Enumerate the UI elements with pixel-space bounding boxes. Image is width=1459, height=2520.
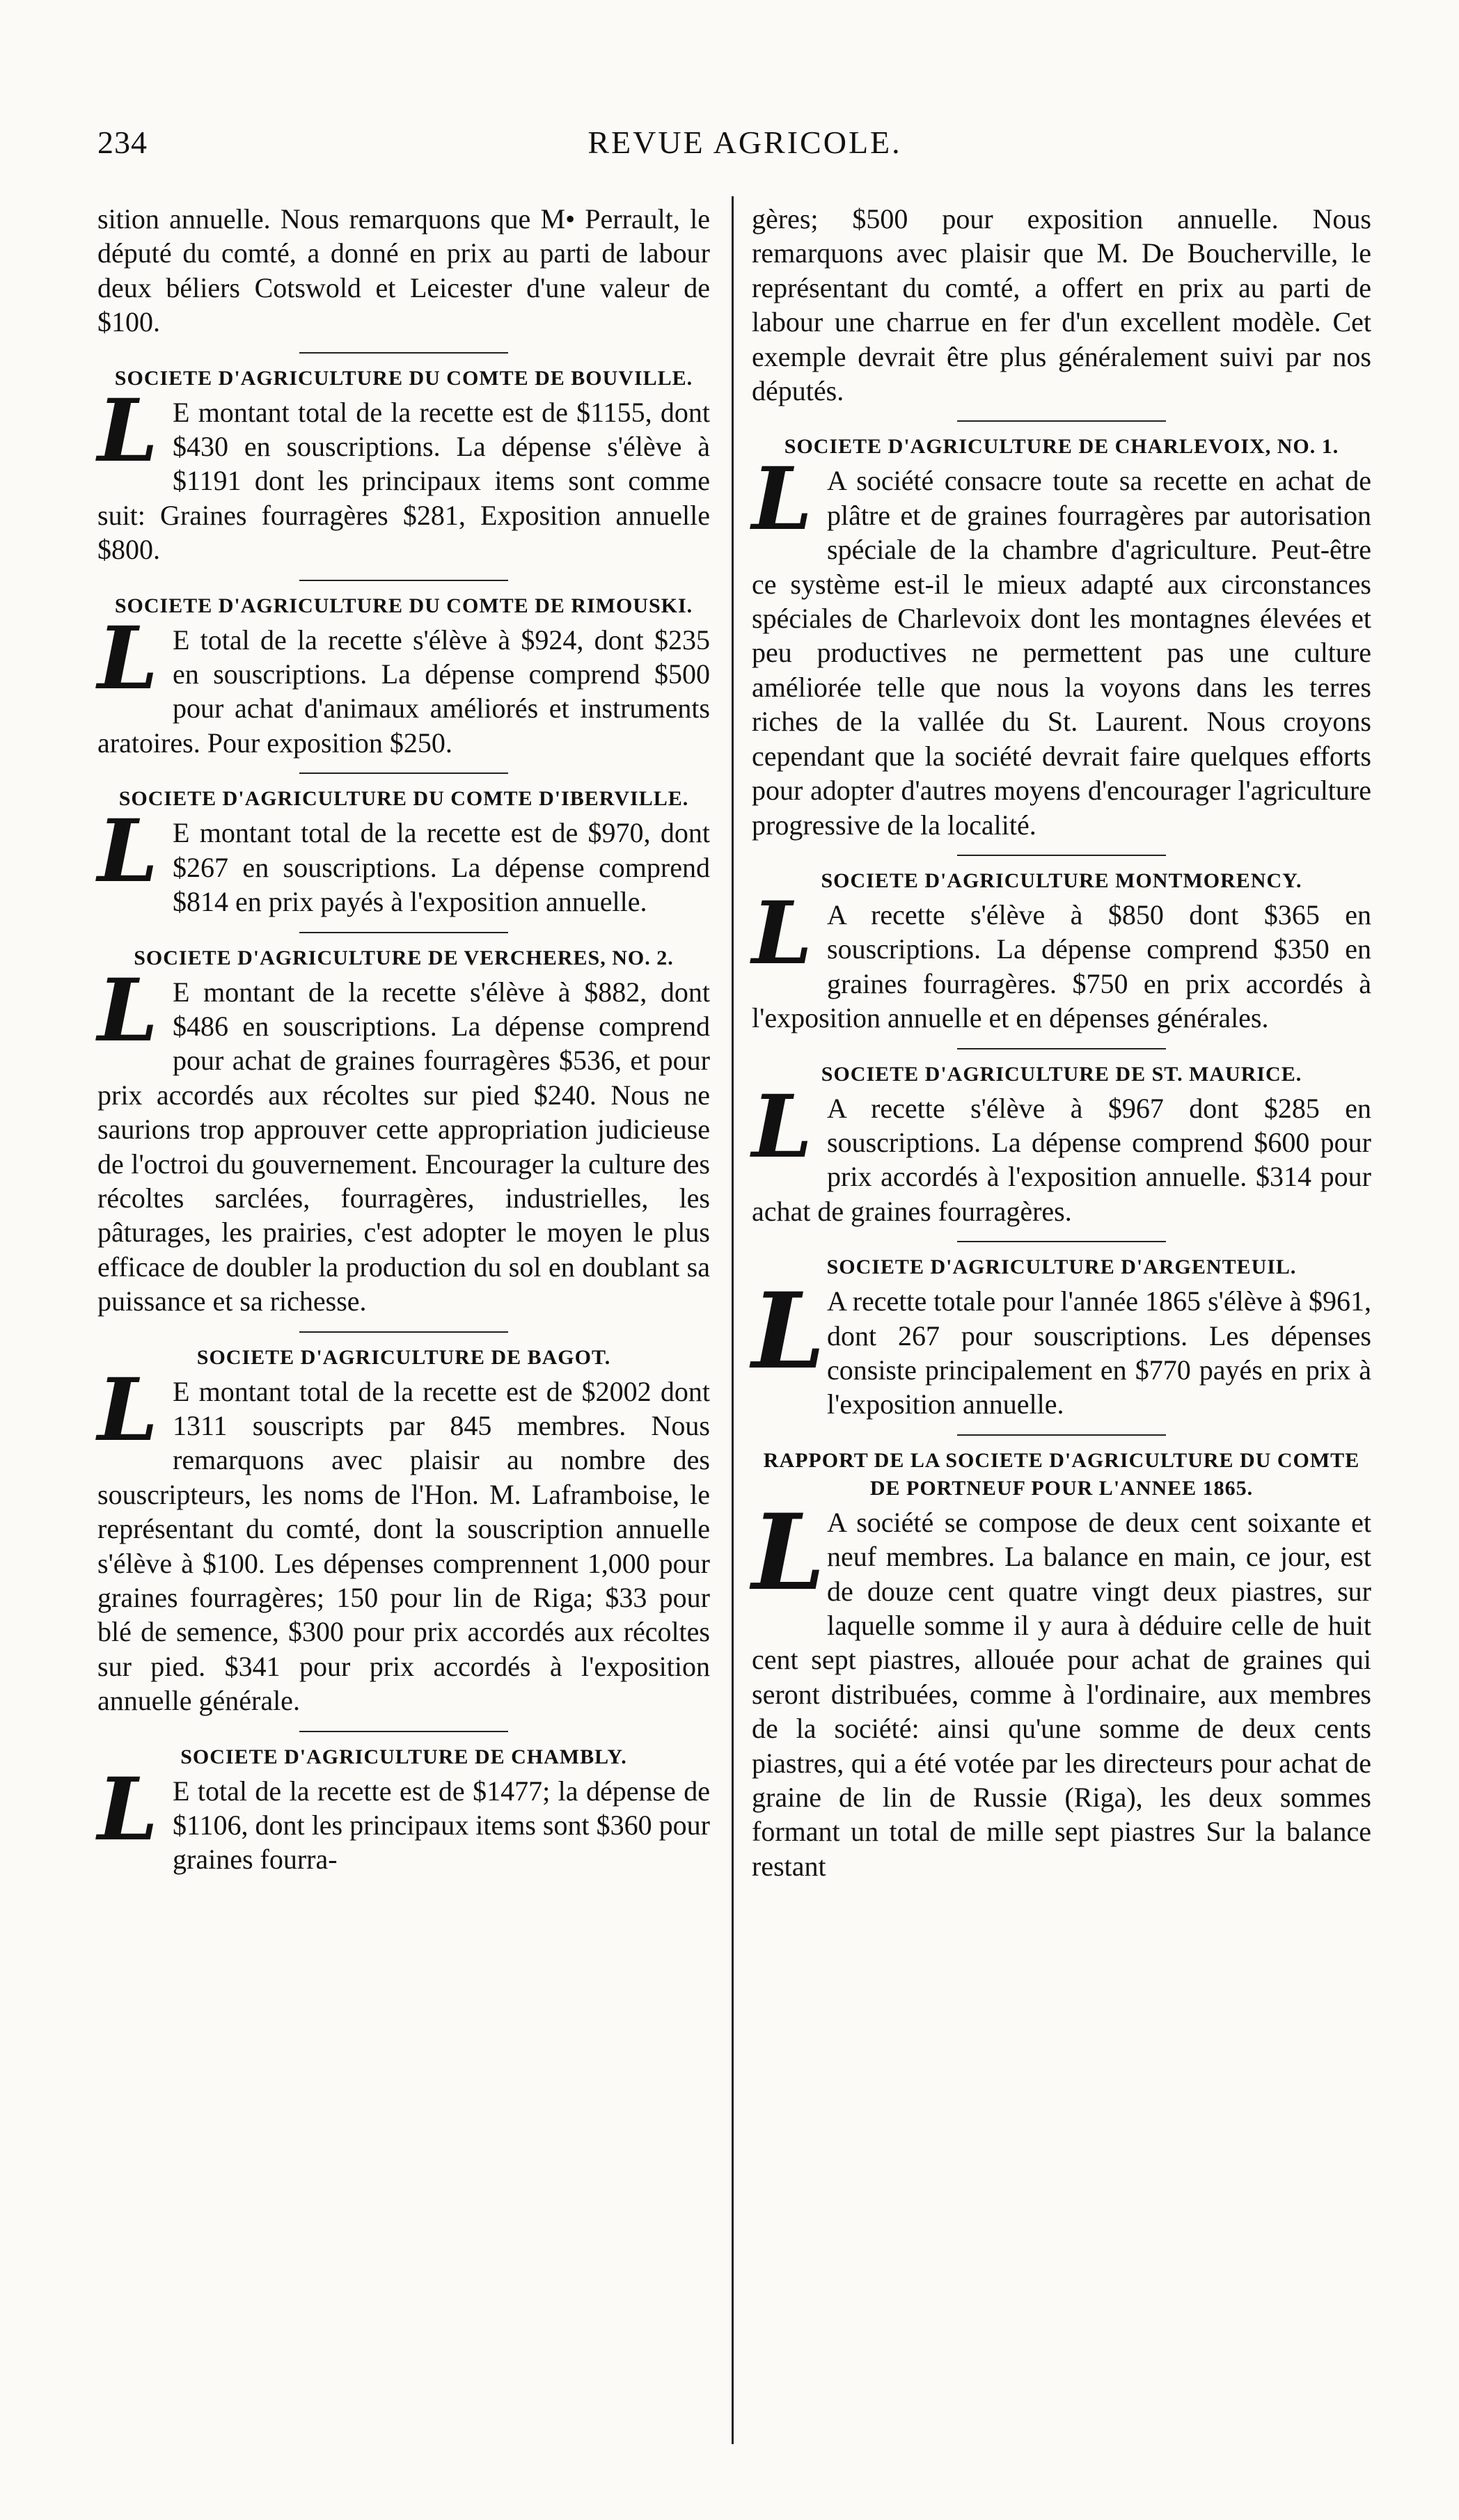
section-text: E total de la recette s'élève à $924, dont $235 en souscriptions. La dépense comprend $500 pour achat d'animaux améliorés et instruments aratoires. Pour exposition $250.: [97, 624, 710, 759]
continued-paragraph: sition annuelle. Nous remarquons que M• Perrault, le député du comté, a donné en prix au parti de labour deux béliers Cotswold et Leicester d'une valeur de $100.: [97, 203, 710, 338]
section-paragraph: [97, 1759, 710, 1877]
section-paragraph: [97, 1359, 710, 1718]
section-rule: [299, 1731, 508, 1732]
section-rule: [957, 1048, 1166, 1049]
drop-cap: L: [97, 1759, 159, 1860]
section-paragraph: [97, 380, 710, 567]
section-heading: SOCIETE D'AGRICULTURE MONTMORENCY.: [821, 869, 1302, 892]
drop-cap: L: [752, 1270, 826, 1393]
drop-cap: L: [752, 449, 813, 550]
section-text: E montant total de la recette est de $2002 dont 1311 souscripts par 845 membres. Nous remarquons avec plaisir au nombre des souscripteurs, les noms de l'Hon. M. Laframboise, le représentant du comté, dont la souscription annuelle s'élève à $100. Les dépenses comprennent 1,000 pour graines fourragères; 150 pour lin de Riga; $33 pour blé de semence, $300 pour prix accordés aux récoltes sur pied. $341 pour prix accordés à l'exposition annuelle générale.: [97, 1375, 710, 1717]
drop-cap: L: [97, 1359, 159, 1461]
page-number: 234: [97, 125, 148, 160]
section-paragraph: [752, 1076, 1371, 1229]
section-heading: SOCIETE D'AGRICULTURE DU COMTE DE RIMOUSKI.: [114, 594, 693, 617]
section-text: A société consacre toute sa recette en achat de plâtre et de graines fourragères par autorisation spéciale de la chambre d'agriculture. Peut-être ce système est-il le mieux adapté aux circonstances spéciales de Charlevoix dont les montagnes élevées et peu productives ne permettent pas une culture améliorée telle que nous la voyons dans les terres riches de la vallée du St. Laurent. Nous croyons cependant que la société devrait faire quelques efforts pour adopter d'autres moyens d'encourager l'agriculture progressive de la localité.: [752, 465, 1371, 841]
section-text: A recette s'élève à $850 dont $365 en souscriptions. La dépense comprend $350 en graines fourragères. $750 en prix accordés à l'exposition annuelle et en dépenses générales.: [752, 898, 1371, 1034]
section-paragraph: [752, 1491, 1371, 1883]
section-paragraph: [752, 449, 1371, 841]
continued-paragraph: gères; $500 pour exposition annuelle. Nous remarquons avec plaisir que M. De Boucherville, le représentant du comté, a offert en prix au parti de labour une charrue en fer d'un excellent modèle. Cet exemple devrait être plus généralement suivi par nos députés.: [752, 203, 1371, 407]
section-paragraph: [752, 882, 1371, 1036]
section-text: A recette totale pour l'année 1865 s'élève à $961, dont 267 pour souscriptions. Les dépenses consiste principalement en $770 payés en prix à l'exposition annuelle.: [827, 1285, 1371, 1420]
drop-cap: L: [97, 801, 159, 903]
running-header: [97, 124, 1392, 173]
drop-cap: L: [97, 960, 159, 1061]
section-rule: [299, 932, 508, 933]
section-text: E montant total de la recette est de $970, dont $267 en souscriptions. La dépense comprend $814 en prix payés à l'exposition annuelle.: [173, 817, 710, 918]
drop-cap: L: [752, 1076, 813, 1178]
drop-cap: L: [97, 608, 159, 709]
running-title: REVUE AGRICOLE.: [587, 125, 902, 160]
section-heading: RAPPORT DE LA SOCIETE D'AGRICULTURE DU COMTE DE PORTNEUF POUR L'ANNEE 1865.: [763, 1448, 1360, 1500]
section-heading: SOCIETE D'AGRICULTURE DE VERCHERES, NO. 2.: [134, 946, 674, 969]
section-heading: SOCIETE D'AGRICULTURE DE ST. MAURICE.: [821, 1062, 1302, 1086]
section-paragraph: [97, 801, 710, 919]
section-rule: [957, 1434, 1166, 1436]
section-rule: [299, 580, 508, 581]
drop-cap: L: [752, 1491, 826, 1614]
section-rule: [957, 855, 1166, 856]
section-heading: SOCIETE D'AGRICULTURE DU COMTE D'IBERVILLE.: [118, 787, 689, 811]
section-paragraph: [97, 608, 710, 761]
left-column: [97, 202, 710, 1877]
right-column: [752, 202, 1371, 1883]
section-paragraph: [752, 1270, 1371, 1422]
section-text: A société se compose de deux cent soixante et neuf membres. La balance en main, ce jour, est de douze cent quatre vingt deux piastres, sur laquelle somme il y aura à déduire celle de huit cent sept piastres, allouée pour achat de graines qui seront distribuées, comme à l'ordinaire, aux membres de la société: ainsi qu'une somme de deux cents piastres, qui a été votée par les directeurs pour achat de graine de lin de Russie (Riga), les deux sommes formant un total de mille sept piastres Sur la balance restant: [752, 1506, 1371, 1882]
section-heading: SOCIETE D'AGRICULTURE D'ARGENTEUIL.: [826, 1255, 1297, 1279]
section-rule: [957, 420, 1166, 422]
section-rule: [299, 352, 508, 354]
section-rule: [299, 772, 508, 774]
section-rule: [299, 1331, 508, 1333]
drop-cap: L: [97, 380, 159, 482]
section-heading: SOCIETE D'AGRICULTURE DU COMTE DE BOUVILLE.: [114, 366, 693, 390]
section-paragraph: [97, 960, 710, 1319]
section-heading: SOCIETE D'AGRICULTURE DE BAGOT.: [196, 1345, 611, 1369]
section-heading: SOCIETE D'AGRICULTURE DE CHAMBLY.: [180, 1745, 627, 1768]
drop-cap: L: [752, 882, 813, 984]
section-text: A recette s'élève à $967 dont $285 en souscriptions. La dépense comprend $600 pour prix accordés à l'exposition annuelle. $314 pour achat de graines fourragères.: [752, 1092, 1371, 1227]
section-heading: SOCIETE D'AGRICULTURE DE CHARLEVOIX, NO. 1.: [784, 435, 1339, 459]
section-text: E montant total de la recette est de $1155, dont $430 en souscriptions. La dépense s'élève à $1191 dont les principaux items sont comme suit: Graines fourragères $281, Exposition annuelle $800.: [97, 396, 710, 566]
column-divider: [732, 196, 734, 2444]
section-text: E montant de la recette s'élève à $882, dont $486 en souscriptions. La dépense comprend pour achat de graines fourragères $536, et pour prix accordés aux récoltes sur pied $240. Nous ne saurions trop approuver cette appropriation judicieuse de l'octroi du gouvernement. Encourager la culture des récoltes sarclées, fourragères, industrielles, les pâturages, les prairies, c'est adopter le moyen le plus efficace de doubler la production du sol en doublant sa puissance et sa richesse.: [97, 976, 710, 1317]
section-rule: [957, 1241, 1166, 1242]
section-text: E total de la recette est de $1477; la dépense de $1106, dont les principaux items sont $360 pour graines fourra-: [173, 1775, 710, 1876]
